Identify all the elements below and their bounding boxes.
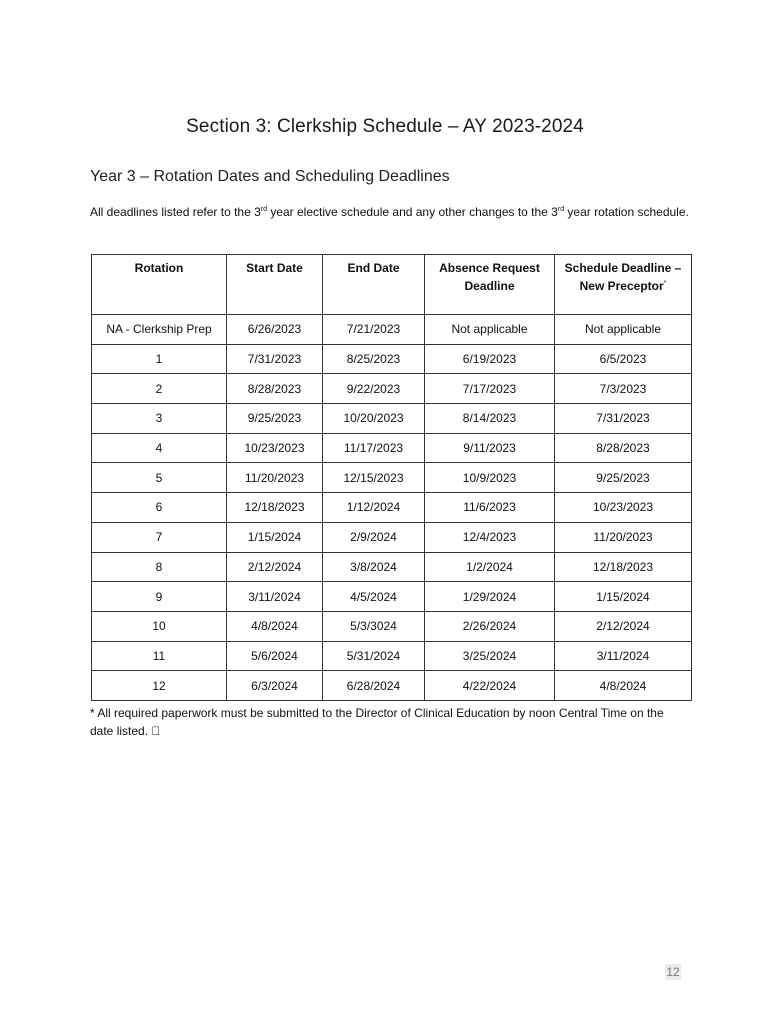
table-row: [92, 315, 692, 345]
cell-end-date: 2/9/2024: [323, 522, 425, 552]
section-subtitle: Year 3 – Rotation Dates and Scheduling Deadlines: [90, 168, 450, 185]
header-absence-line-2: Deadline: [464, 279, 515, 293]
header-rotation: Rotation: [92, 255, 227, 315]
header-schedule-line-2: New Preceptor: [579, 279, 664, 293]
cell-schedule-deadline: 12/18/2023: [555, 552, 692, 582]
cell-rotation: 3: [92, 404, 227, 434]
footnote: * All required paperwork must be submitted to the Director of Clinical Education by noon Central Time on the date listed.  : [90, 706, 664, 738]
header-absence-request-deadline: [425, 255, 555, 315]
cell-rotation: 6: [92, 493, 227, 523]
cell-rotation: 1: [92, 344, 227, 374]
cell-schedule-deadline: 10/23/2023: [555, 493, 692, 523]
table-row: [92, 374, 692, 404]
cell-end-date: 5/3/3024: [323, 611, 425, 641]
header-end-date: End Date: [323, 255, 425, 315]
table-row: [92, 463, 692, 493]
table-row: [92, 552, 692, 582]
cell-schedule-deadline: 8/28/2023: [555, 433, 692, 463]
cell-rotation: 11: [92, 641, 227, 671]
cell-absence-request-deadline: 10/9/2023: [425, 463, 555, 493]
cell-rotation: NA - Clerkship Prep: [92, 315, 227, 345]
cell-end-date: 1/12/2024: [323, 493, 425, 523]
cell-schedule-deadline: 2/12/2024: [555, 611, 692, 641]
cell-absence-request-deadline: 7/17/2023: [425, 374, 555, 404]
cell-start-date: 8/28/2023: [227, 374, 323, 404]
cell-absence-request-deadline: Not applicable: [425, 315, 555, 345]
intro-paragraph: [90, 204, 690, 221]
cell-end-date: 7/21/2023: [323, 315, 425, 345]
header-schedule-deadline: [555, 255, 692, 315]
page-number: 12: [666, 965, 680, 979]
cell-start-date: 7/31/2023: [227, 344, 323, 374]
cell-absence-request-deadline: 4/22/2024: [425, 671, 555, 701]
cell-end-date: 12/15/2023: [323, 463, 425, 493]
cell-start-date: 5/6/2024: [227, 641, 323, 671]
cell-absence-request-deadline: 1/29/2024: [425, 582, 555, 612]
cell-rotation: 5: [92, 463, 227, 493]
cell-start-date: 10/23/2023: [227, 433, 323, 463]
cell-schedule-deadline: 11/20/2023: [555, 522, 692, 552]
table-row: [92, 522, 692, 552]
cell-start-date: 1/15/2024: [227, 522, 323, 552]
cell-absence-request-deadline: 8/14/2023: [425, 404, 555, 434]
cell-absence-request-deadline: 3/25/2024: [425, 641, 555, 671]
intro-superscript-1: rd: [260, 206, 267, 213]
cell-schedule-deadline: 7/31/2023: [555, 404, 692, 434]
cell-rotation: 10: [92, 611, 227, 641]
cell-schedule-deadline: 9/25/2023: [555, 463, 692, 493]
table-row: [92, 611, 692, 641]
table-row: [92, 493, 692, 523]
cell-start-date: 4/8/2024: [227, 611, 323, 641]
cell-start-date: 6/26/2023: [227, 315, 323, 345]
table-row: [92, 344, 692, 374]
cell-end-date: 8/25/2023: [323, 344, 425, 374]
cell-start-date: 3/11/2024: [227, 582, 323, 612]
cell-rotation: 12: [92, 671, 227, 701]
header-schedule-footnote-mark: *: [663, 280, 667, 287]
header-schedule-line-1: Schedule Deadline –: [564, 261, 682, 275]
table-header-row: [92, 255, 692, 315]
cell-rotation: 4: [92, 433, 227, 463]
cell-rotation: 2: [92, 374, 227, 404]
table-row: [92, 582, 692, 612]
cell-rotation: 8: [92, 552, 227, 582]
cell-rotation: 7: [92, 522, 227, 552]
cell-rotation: 9: [92, 582, 227, 612]
cell-end-date: 10/20/2023: [323, 404, 425, 434]
table-row: [92, 641, 692, 671]
cell-schedule-deadline: Not applicable: [555, 315, 692, 345]
cell-absence-request-deadline: 12/4/2023: [425, 522, 555, 552]
cell-schedule-deadline: 4/8/2024: [555, 671, 692, 701]
intro-superscript-2: rd: [557, 206, 565, 213]
intro-text-3: year rotation schedule.: [564, 205, 689, 219]
intro-text-2: year elective schedule and any other changes to the 3: [267, 205, 558, 219]
table-row: [92, 671, 692, 701]
cell-end-date: 4/5/2024: [323, 582, 425, 612]
cell-absence-request-deadline: 6/19/2023: [425, 344, 555, 374]
page-title: Section 3: Clerkship Schedule – AY 2023-2024: [186, 116, 584, 137]
cell-start-date: 9/25/2023: [227, 404, 323, 434]
cell-end-date: 6/28/2024: [323, 671, 425, 701]
cell-start-date: 12/18/2023: [227, 493, 323, 523]
rotation-schedule-table: [91, 254, 692, 701]
cell-schedule-deadline: 6/5/2023: [555, 344, 692, 374]
cell-start-date: 2/12/2024: [227, 552, 323, 582]
cell-end-date: 9/22/2023: [323, 374, 425, 404]
cell-start-date: 11/20/2023: [227, 463, 323, 493]
cell-end-date: 5/31/2024: [323, 641, 425, 671]
header-start-date: Start Date: [227, 255, 323, 315]
cell-schedule-deadline: 1/15/2024: [555, 582, 692, 612]
cell-schedule-deadline: 7/3/2023: [555, 374, 692, 404]
cell-absence-request-deadline: 11/6/2023: [425, 493, 555, 523]
cell-end-date: 3/8/2024: [323, 552, 425, 582]
table-row: [92, 404, 692, 434]
table-row: [92, 433, 692, 463]
table-body: [92, 315, 692, 701]
cell-absence-request-deadline: 1/2/2024: [425, 552, 555, 582]
cell-schedule-deadline: 3/11/2024: [555, 641, 692, 671]
cell-absence-request-deadline: 9/11/2023: [425, 433, 555, 463]
intro-text-1: All deadlines listed refer to the 3: [90, 205, 261, 219]
cell-absence-request-deadline: 2/26/2024: [425, 611, 555, 641]
cell-start-date: 6/3/2024: [227, 671, 323, 701]
header-absence-line-1: Absence Request: [439, 261, 540, 275]
cell-end-date: 11/17/2023: [323, 433, 425, 463]
